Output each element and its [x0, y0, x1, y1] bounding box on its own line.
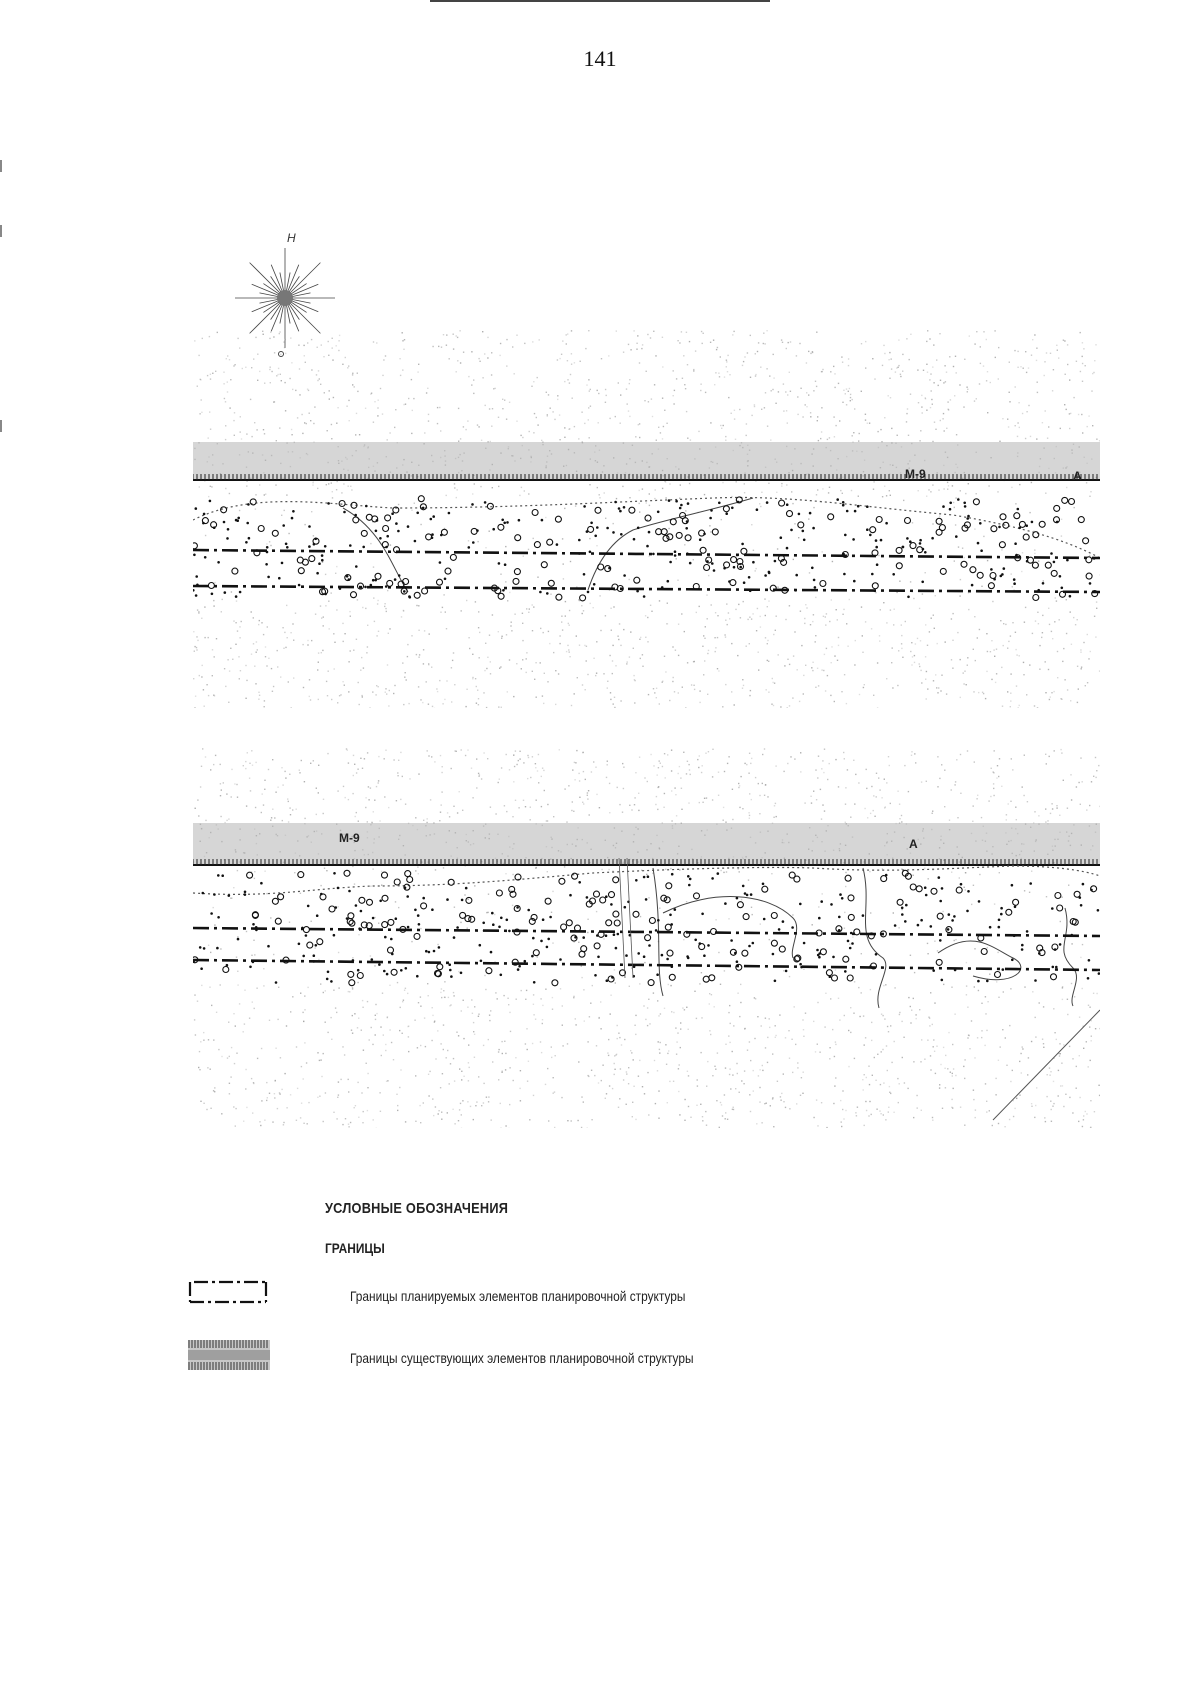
- legend-label: Границы планируемых элементов планировочной структуры: [350, 1288, 686, 1304]
- zone-boundary: [938, 941, 1021, 980]
- north-label: Н: [287, 231, 296, 245]
- boundary-diagonal: [993, 1010, 1100, 1120]
- planned-boundary-line: [193, 960, 1100, 970]
- road-label: М-9: [905, 467, 926, 481]
- map-strip-bottom: [193, 748, 1100, 1128]
- planned-boundary-line: [193, 550, 1100, 558]
- margin-mark: [0, 160, 2, 172]
- planned-zone-points: [193, 498, 1095, 598]
- legend-label: Границы существующих элементов планировочной структуры: [350, 1350, 694, 1366]
- terrain-hatch: [193, 748, 1100, 1128]
- margin-mark: [0, 420, 2, 432]
- zone-label: А: [909, 837, 918, 851]
- zone-label: А: [1073, 469, 1082, 483]
- road-band: [193, 823, 1100, 865]
- page-number: 141: [583, 46, 617, 71]
- legend-item-existing: [188, 1340, 1088, 1384]
- map-strip-top: [193, 330, 1100, 708]
- top-rule: [430, 0, 770, 2]
- planned-boundary-line: [193, 586, 1100, 592]
- hatched-boundary-icon: [188, 1340, 270, 1374]
- road-label: М-9: [339, 831, 360, 845]
- zone-boundary: [863, 868, 886, 1008]
- margin-mark: [0, 225, 2, 237]
- legend-title: УСЛОВНЫЕ ОБОЗНАЧЕНИЯ: [325, 1200, 509, 1217]
- zone-boundary: [663, 897, 797, 958]
- crossing-line: [619, 858, 633, 978]
- terrain-hatch: [193, 330, 1100, 708]
- zone-boundary: [193, 866, 1100, 894]
- dash-dot-boundary-icon: [188, 1278, 270, 1312]
- legend-subtitle: ГРАНИЦЫ: [325, 1240, 385, 1256]
- legend-item-planned: [188, 1278, 1088, 1322]
